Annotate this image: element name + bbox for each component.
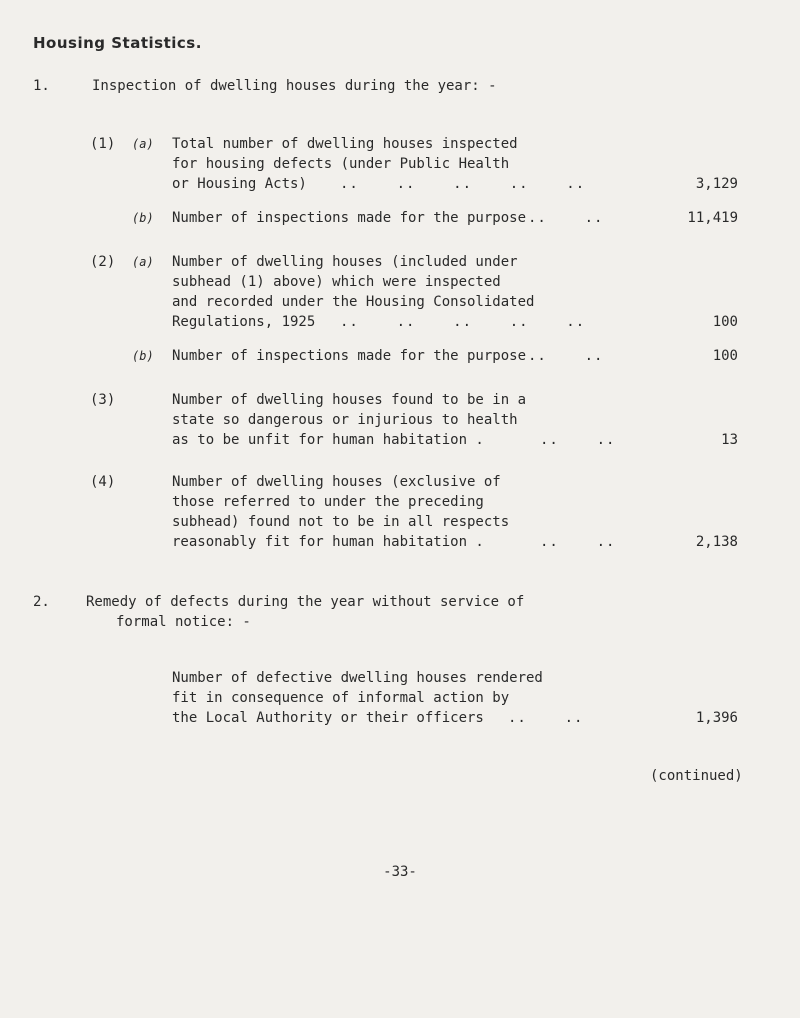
item-2a-line: Regulations, 1925 bbox=[172, 314, 316, 330]
leader-dots: .. .. bbox=[528, 210, 604, 226]
section-2-number: 2. bbox=[33, 594, 50, 610]
item-3-line: state so dangerous or injurious to health bbox=[172, 412, 518, 428]
item-3-line: as to be unfit for human habitation . bbox=[172, 432, 484, 448]
item-1a-line: Total number of dwelling houses inspected bbox=[172, 136, 518, 152]
item-4-value: 2,138 bbox=[695, 534, 738, 550]
item-1a-line: for housing defects (under Public Health bbox=[172, 156, 510, 172]
item-2a-line: subhead (1) above) which were inspected bbox=[172, 274, 501, 290]
item-2-number: (2) bbox=[90, 254, 116, 270]
item-4-line: those referred to under the preceding bbox=[172, 494, 484, 510]
item-4-line: reasonably fit for human habitation . bbox=[172, 534, 484, 550]
item-2a-line: and recorded under the Housing Consolidated bbox=[172, 294, 535, 310]
leader-dots: .. .. .. .. .. bbox=[340, 176, 586, 192]
item-3-line: Number of dwelling houses found to be in a bbox=[172, 392, 527, 408]
item-1-number: (1) bbox=[90, 136, 116, 152]
item-1b-label: (b) bbox=[132, 211, 154, 225]
item-2b-label: (b) bbox=[132, 349, 154, 363]
section-2-title-line1: Remedy of defects during the year without service of bbox=[86, 594, 525, 610]
item-1b-value: 11,419 bbox=[687, 210, 738, 226]
section-2-line: the Local Authority or their officers bbox=[172, 710, 484, 726]
section-2-line: Number of defective dwelling houses rendered bbox=[172, 670, 543, 686]
page-number: -33- bbox=[383, 864, 417, 880]
item-4-number: (4) bbox=[90, 474, 116, 490]
item-1a-line: or Housing Acts) bbox=[172, 176, 307, 192]
section-1-title: Inspection of dwelling houses during the year: - bbox=[92, 78, 497, 94]
item-1a-value: 3,129 bbox=[695, 176, 738, 192]
leader-dots: .. .. bbox=[508, 710, 584, 726]
item-2b-text: Number of inspections made for the purpose bbox=[172, 348, 527, 364]
item-2a-label: (a) bbox=[132, 255, 154, 269]
item-4-line: subhead) found not to be in all respects bbox=[172, 514, 510, 530]
section-2-title-line2: formal notice: - bbox=[116, 614, 251, 630]
leader-dots: .. .. bbox=[540, 432, 616, 448]
item-3-value: 13 bbox=[721, 432, 738, 448]
leader-dots: .. .. .. .. .. bbox=[340, 314, 586, 330]
page-heading: Housing Statistics. bbox=[33, 34, 202, 52]
item-2b-value: 100 bbox=[712, 348, 738, 364]
item-2a-value: 100 bbox=[712, 314, 738, 330]
leader-dots: .. .. bbox=[528, 348, 604, 364]
section-2-value: 1,396 bbox=[695, 710, 738, 726]
item-1a-label: (a) bbox=[132, 137, 154, 151]
item-1b-text: Number of inspections made for the purpose bbox=[172, 210, 527, 226]
section-1-number: 1. bbox=[33, 78, 50, 94]
item-3-number: (3) bbox=[90, 392, 116, 408]
leader-dots: .. .. bbox=[540, 534, 616, 550]
continued-note: (continued) bbox=[650, 768, 743, 784]
item-2a-line: Number of dwelling houses (included under bbox=[172, 254, 518, 270]
section-2-line: fit in consequence of informal action by bbox=[172, 690, 510, 706]
item-4-line: Number of dwelling houses (exclusive of bbox=[172, 474, 501, 490]
